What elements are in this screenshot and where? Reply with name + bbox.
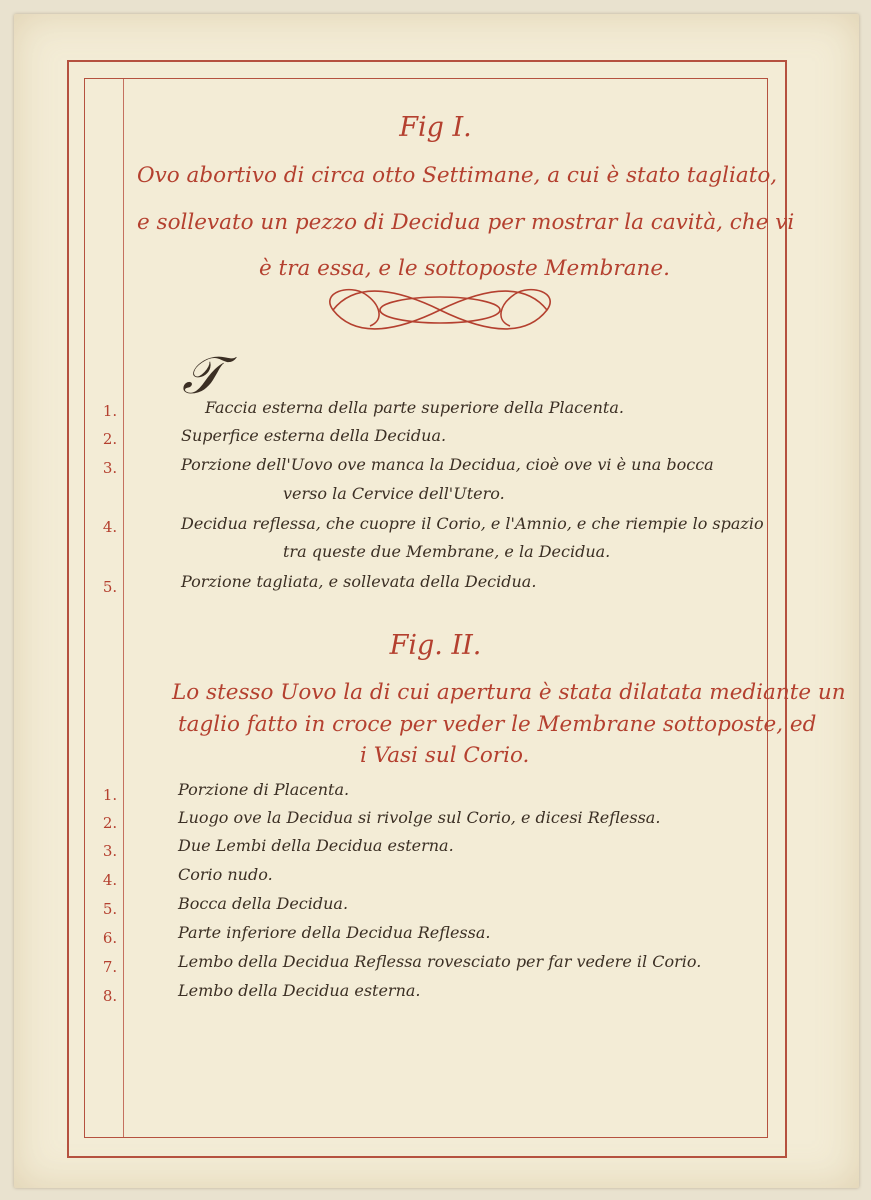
- list-item: Decidua reflessa, che cuopre il Corio, e l'Amnio, e che riempie lo spazio: [181, 514, 764, 533]
- fig1-caption-line: Ovo abortivo di circa otto Settimane, a cui è stato tagliato,: [137, 163, 778, 188]
- list-item-continuation: tra queste due Membrane, e la Decidua.: [283, 542, 611, 561]
- item-number: 1.: [102, 786, 118, 804]
- item-number: 5.: [102, 900, 118, 918]
- list-item: Corio nudo.: [178, 865, 273, 884]
- list-item: Faccia esterna della parte superiore della Placenta.: [205, 398, 624, 417]
- list-item: Superfice esterna della Decidua.: [181, 426, 447, 445]
- item-number: 6.: [102, 929, 118, 947]
- list-item: Parte inferiore della Decidua Reflessa.: [178, 923, 491, 942]
- fig1-caption-line: e sollevato un pezzo di Decidua per mostrar la cavità, che vi: [137, 210, 795, 235]
- fig1-caption-line: è tra essa, e le sottoposte Membrane.: [259, 256, 670, 281]
- decorated-initial: 𝒯: [182, 346, 222, 406]
- list-item: Luogo ove la Decidua si rivolge sul Corio, e dicesi Reflessa.: [178, 808, 661, 827]
- list-item: Lembo della Decidua esterna.: [178, 981, 421, 1000]
- fig1-title: Fig I.: [399, 112, 472, 143]
- fig2-title: Fig. II.: [389, 630, 482, 661]
- inner-border: [84, 78, 768, 1138]
- fig2-caption-line: Lo stesso Uovo la di cui apertura è stata dilatata mediante un: [172, 680, 846, 705]
- list-item: Due Lembi della Decidua esterna.: [178, 836, 454, 855]
- item-number: 2.: [102, 430, 118, 448]
- item-number: 3.: [102, 459, 118, 477]
- item-number: 8.: [102, 987, 118, 1005]
- item-number: 1.: [102, 402, 118, 420]
- list-item: Bocca della Decidua.: [178, 894, 349, 913]
- list-item: Porzione tagliata, e sollevata della Decidua.: [181, 572, 537, 591]
- calligraphic-flourish: [325, 280, 555, 340]
- item-number: 5.: [102, 578, 118, 596]
- fig2-caption-line: i Vasi sul Corio.: [360, 743, 530, 768]
- list-item: Lembo della Decidua Reflessa rovesciato per far vedere il Corio.: [178, 952, 702, 971]
- list-item: Porzione di Placenta.: [178, 780, 350, 799]
- item-number: 2.: [102, 814, 118, 832]
- item-number: 3.: [102, 842, 118, 860]
- margin-rule: [123, 79, 124, 1137]
- list-item-continuation: verso la Cervice dell'Utero.: [283, 484, 505, 503]
- item-number: 7.: [102, 958, 118, 976]
- item-number: 4.: [102, 871, 118, 889]
- fig2-caption-line: taglio fatto in croce per veder le Membrane sottoposte, ed: [178, 712, 817, 737]
- list-item: Porzione dell'Uovo ove manca la Decidua, cioè ove vi è una bocca: [181, 455, 714, 474]
- item-number: 4.: [102, 518, 118, 536]
